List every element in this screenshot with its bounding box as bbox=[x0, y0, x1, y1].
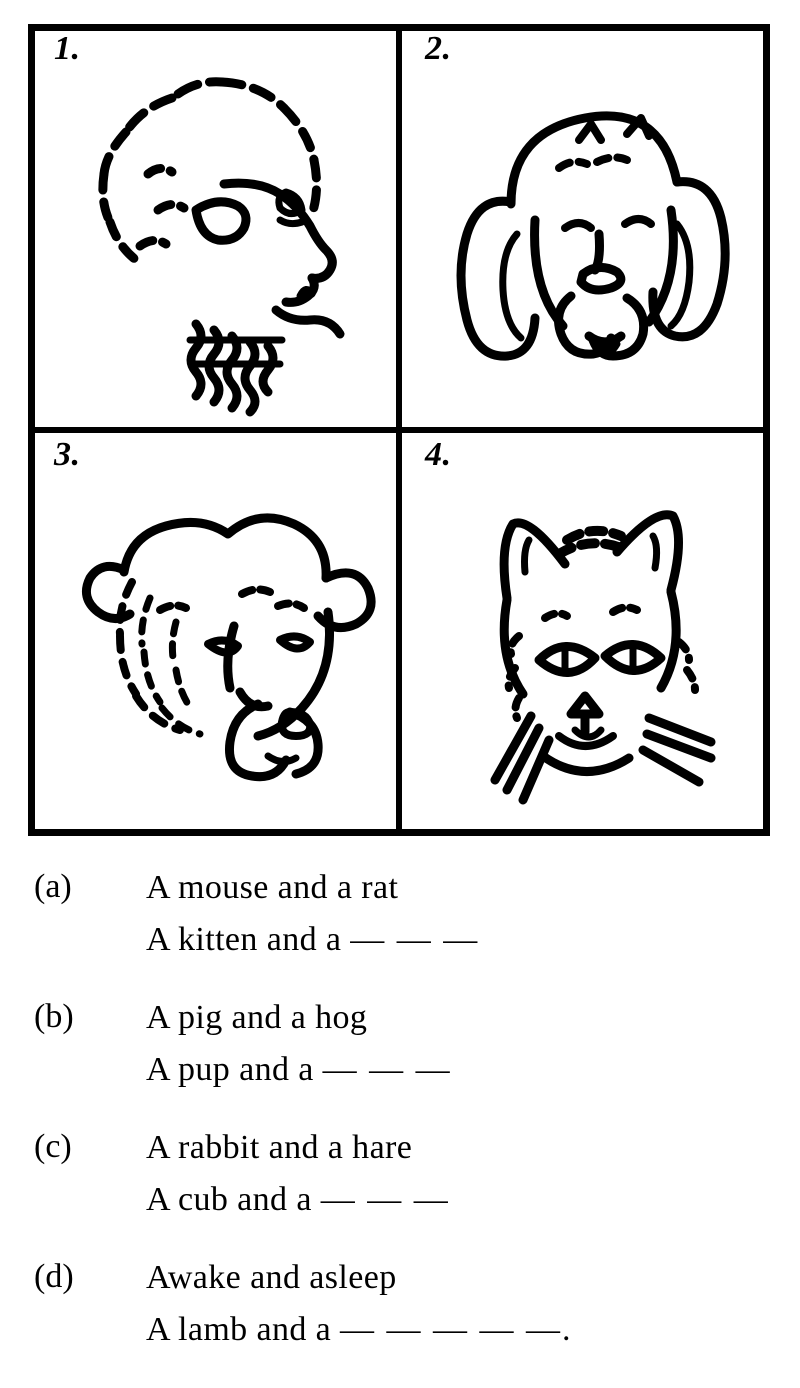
bear-face-icon bbox=[28, 430, 399, 836]
exercise-d-answer-blank[interactable]: — — — — —. bbox=[340, 1311, 573, 1348]
cat-face-icon bbox=[399, 430, 770, 836]
exercise-c-line-2 bbox=[146, 1174, 772, 1226]
exercise-b-line-2-prefix: A pup and a bbox=[146, 1051, 323, 1088]
exercise-item-d bbox=[28, 1252, 772, 1356]
picture-grid bbox=[28, 24, 770, 836]
grid-cell-2 bbox=[399, 24, 770, 430]
exercise-c-line-2-prefix: A cub and a bbox=[146, 1181, 321, 1218]
exercise-marker-c: (c) bbox=[34, 1128, 72, 1165]
cell-number-4: 4. bbox=[425, 436, 452, 473]
exercise-d-line-2 bbox=[146, 1304, 772, 1356]
cell-number-1: 1. bbox=[54, 30, 81, 67]
sheep-face-icon bbox=[28, 24, 399, 430]
dog-face-icon bbox=[399, 24, 770, 430]
grid-cell-1 bbox=[28, 24, 399, 430]
grid-cell-3 bbox=[28, 430, 399, 836]
exercise-d-line-2-prefix: A lamb and a bbox=[146, 1311, 341, 1348]
exercise-d-line-1: Awake and asleep bbox=[146, 1259, 397, 1296]
exercise-lines-c bbox=[146, 1122, 772, 1226]
exercise-marker-b: (b) bbox=[34, 998, 74, 1035]
exercise-c-line-1: A rabbit and a hare bbox=[146, 1129, 413, 1166]
exercise-marker-d: (d) bbox=[34, 1258, 74, 1295]
exercise-item-c bbox=[28, 1122, 772, 1226]
cell-number-2: 2. bbox=[425, 30, 452, 67]
exercise-a-line-2-prefix: A kitten and a bbox=[146, 921, 351, 958]
exercise-item-a bbox=[28, 862, 772, 966]
exercise-list bbox=[28, 862, 772, 1382]
grid-cell-4 bbox=[399, 430, 770, 836]
exercise-lines-b bbox=[146, 992, 772, 1096]
exercise-lines-d bbox=[146, 1252, 772, 1356]
exercise-a-line-2 bbox=[146, 914, 772, 966]
exercise-marker-a: (a) bbox=[34, 868, 72, 905]
exercise-c-answer-blank[interactable]: — — — bbox=[320, 1181, 450, 1218]
exercise-a-line-1: A mouse and a rat bbox=[146, 869, 399, 906]
exercise-b-line-2 bbox=[146, 1044, 772, 1096]
exercise-item-b bbox=[28, 992, 772, 1096]
exercise-a-answer-blank[interactable]: — — — bbox=[350, 921, 480, 958]
cell-number-3: 3. bbox=[54, 436, 81, 473]
exercise-lines-a bbox=[146, 862, 772, 966]
exercise-b-answer-blank[interactable]: — — — bbox=[322, 1051, 452, 1088]
exercise-b-line-1: A pig and a hog bbox=[146, 999, 368, 1036]
